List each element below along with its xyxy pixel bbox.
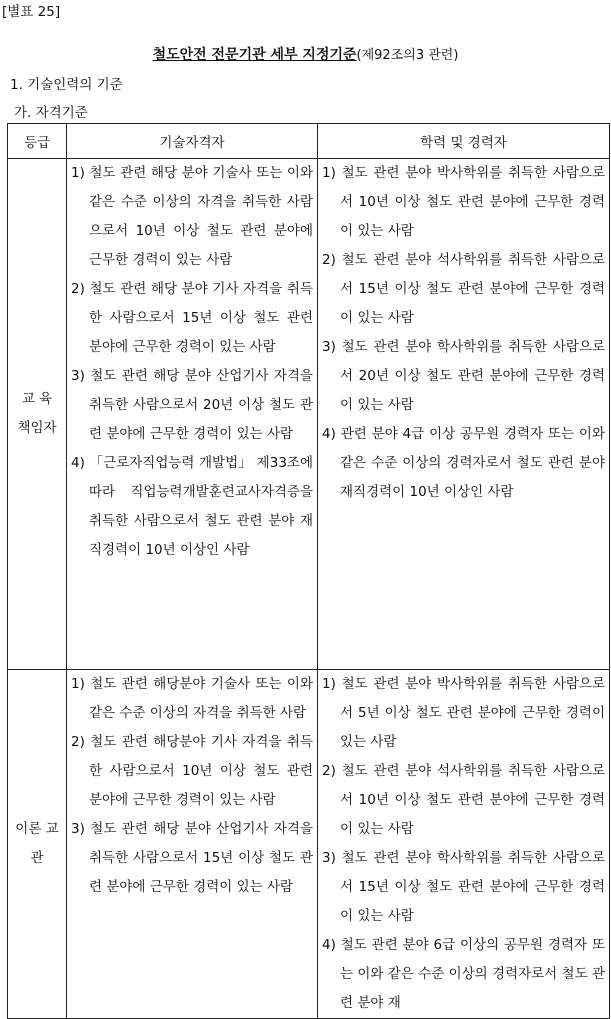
title-reference: (제92조의3 관련) [356, 48, 459, 63]
table-header-row [8, 124, 610, 159]
technical-qualification-cell [67, 670, 318, 1019]
list-item: 4) 「근로자직업능력 개발법」 제33조에 따라 직업능력개발훈련교사자격증을 취득한 사람으로서 철도 관련 분야 재직경력이 10년 이상인 사람 [71, 455, 313, 558]
list-item: 2) 철도 관련 분야 석사학위를 취득한 사람으로서 10년 이상 철도 관련 분야에 근무한 경력이 있는 사람 [322, 763, 605, 837]
header-grade: 등급 [8, 124, 67, 159]
education-experience-cell [318, 159, 610, 670]
grade-cell [8, 159, 67, 670]
list-item: 2) 철도 관련 해당분야 기사 자격을 취득한 사람으로서 10년 이상 철도 관련 분야에 근무한 경력이 있는 사람 [71, 734, 313, 808]
education-experience-cell [318, 670, 610, 1019]
table-row [8, 670, 610, 1019]
list-item: 1) 철도 관련 해당 분야 기술사 또는 이와 같은 수준 이상의 자격을 취득한 사람으로서 10년 이상 철도 관련 분야에 근무한 경력이 있는 사람 [71, 165, 313, 268]
list-item: 1) 철도 관련 분야 박사학위를 취득한 사람으로서 5년 이상 철도 관련 분야에 근무한 경력이 있는 사람 [322, 676, 605, 750]
subsection-heading: 가. 자격기준 [14, 105, 88, 121]
technical-qualification-cell [67, 159, 318, 670]
document-title [0, 44, 611, 64]
list-item: 3) 철도 관련 해당 분야 산업기사 자격을 취득한 사람으로서 15년 이상 철도 관련 분야에 근무한 경력이 있는 사람 [71, 821, 313, 895]
list-item: 3) 철도 관련 분야 학사학위를 취득한 사람으로서 20년 이상 철도 관련 분야에 근무한 경력이 있는 사람 [322, 339, 605, 413]
list-item: 3) 철도 관련 해당 분야 산업기사 자격을 취득한 사람으로서 20년 이상 철도 관련 분야에 근무한 경력이 있는 사람 [71, 368, 313, 442]
list-item: 3) 철도 관련 분야 학사학위를 취득한 사람으로서 15년 이상 철도 관련 분야에 근무한 경력이 있는 사람 [322, 850, 605, 924]
list-item: 1) 철도 관련 분야 박사학위를 취득한 사람으로서 10년 이상 철도 관련 분야에 근무한 경력이 있는 사람 [322, 165, 605, 239]
header-technical-qualification: 기술자격자 [67, 124, 318, 159]
header-education-experience: 학력 및 경력자 [318, 124, 610, 159]
grade-cell [8, 670, 67, 1019]
list-item: 4) 관련 분야 4급 이상 공무원 경력자 또는 이와 같은 수준 이상의 경력자로서 철도 관련 분야 재직경력이 10년 이상인 사람 [322, 426, 605, 500]
title-main: 철도안전 전문기관 세부 지정기준 [152, 47, 357, 63]
grade-label: 이론 교관 [15, 821, 59, 866]
table-row [8, 159, 610, 670]
list-item: 2) 철도 관련 해당 분야 기사 자격을 취득한 사람으로서 15년 이상 철도 관련 분야에 근무한 경력이 있는 사람 [71, 281, 313, 355]
annex-label: [별표 25] [2, 4, 61, 20]
list-item: 4) 철도 관련 분야 6급 이상의 공무원 경력자 또는 이와 같은 수준 이상의 경력자로서 철도 관련 분야 재 [322, 937, 605, 1011]
list-item: 1) 철도 관련 해당분야 기술사 또는 이와 같은 수준 이상의 자격을 취득한 사람 [71, 676, 313, 721]
list-item: 2) 철도 관련 분야 석사학위를 취득한 사람으로서 15년 이상 철도 관련 분야에 근무한 경력이 있는 사람 [322, 252, 605, 326]
qualification-table [7, 123, 610, 1019]
grade-label: 교 육 책임자 [17, 391, 57, 436]
section-heading: 1. 기술인력의 기준 [10, 77, 123, 93]
